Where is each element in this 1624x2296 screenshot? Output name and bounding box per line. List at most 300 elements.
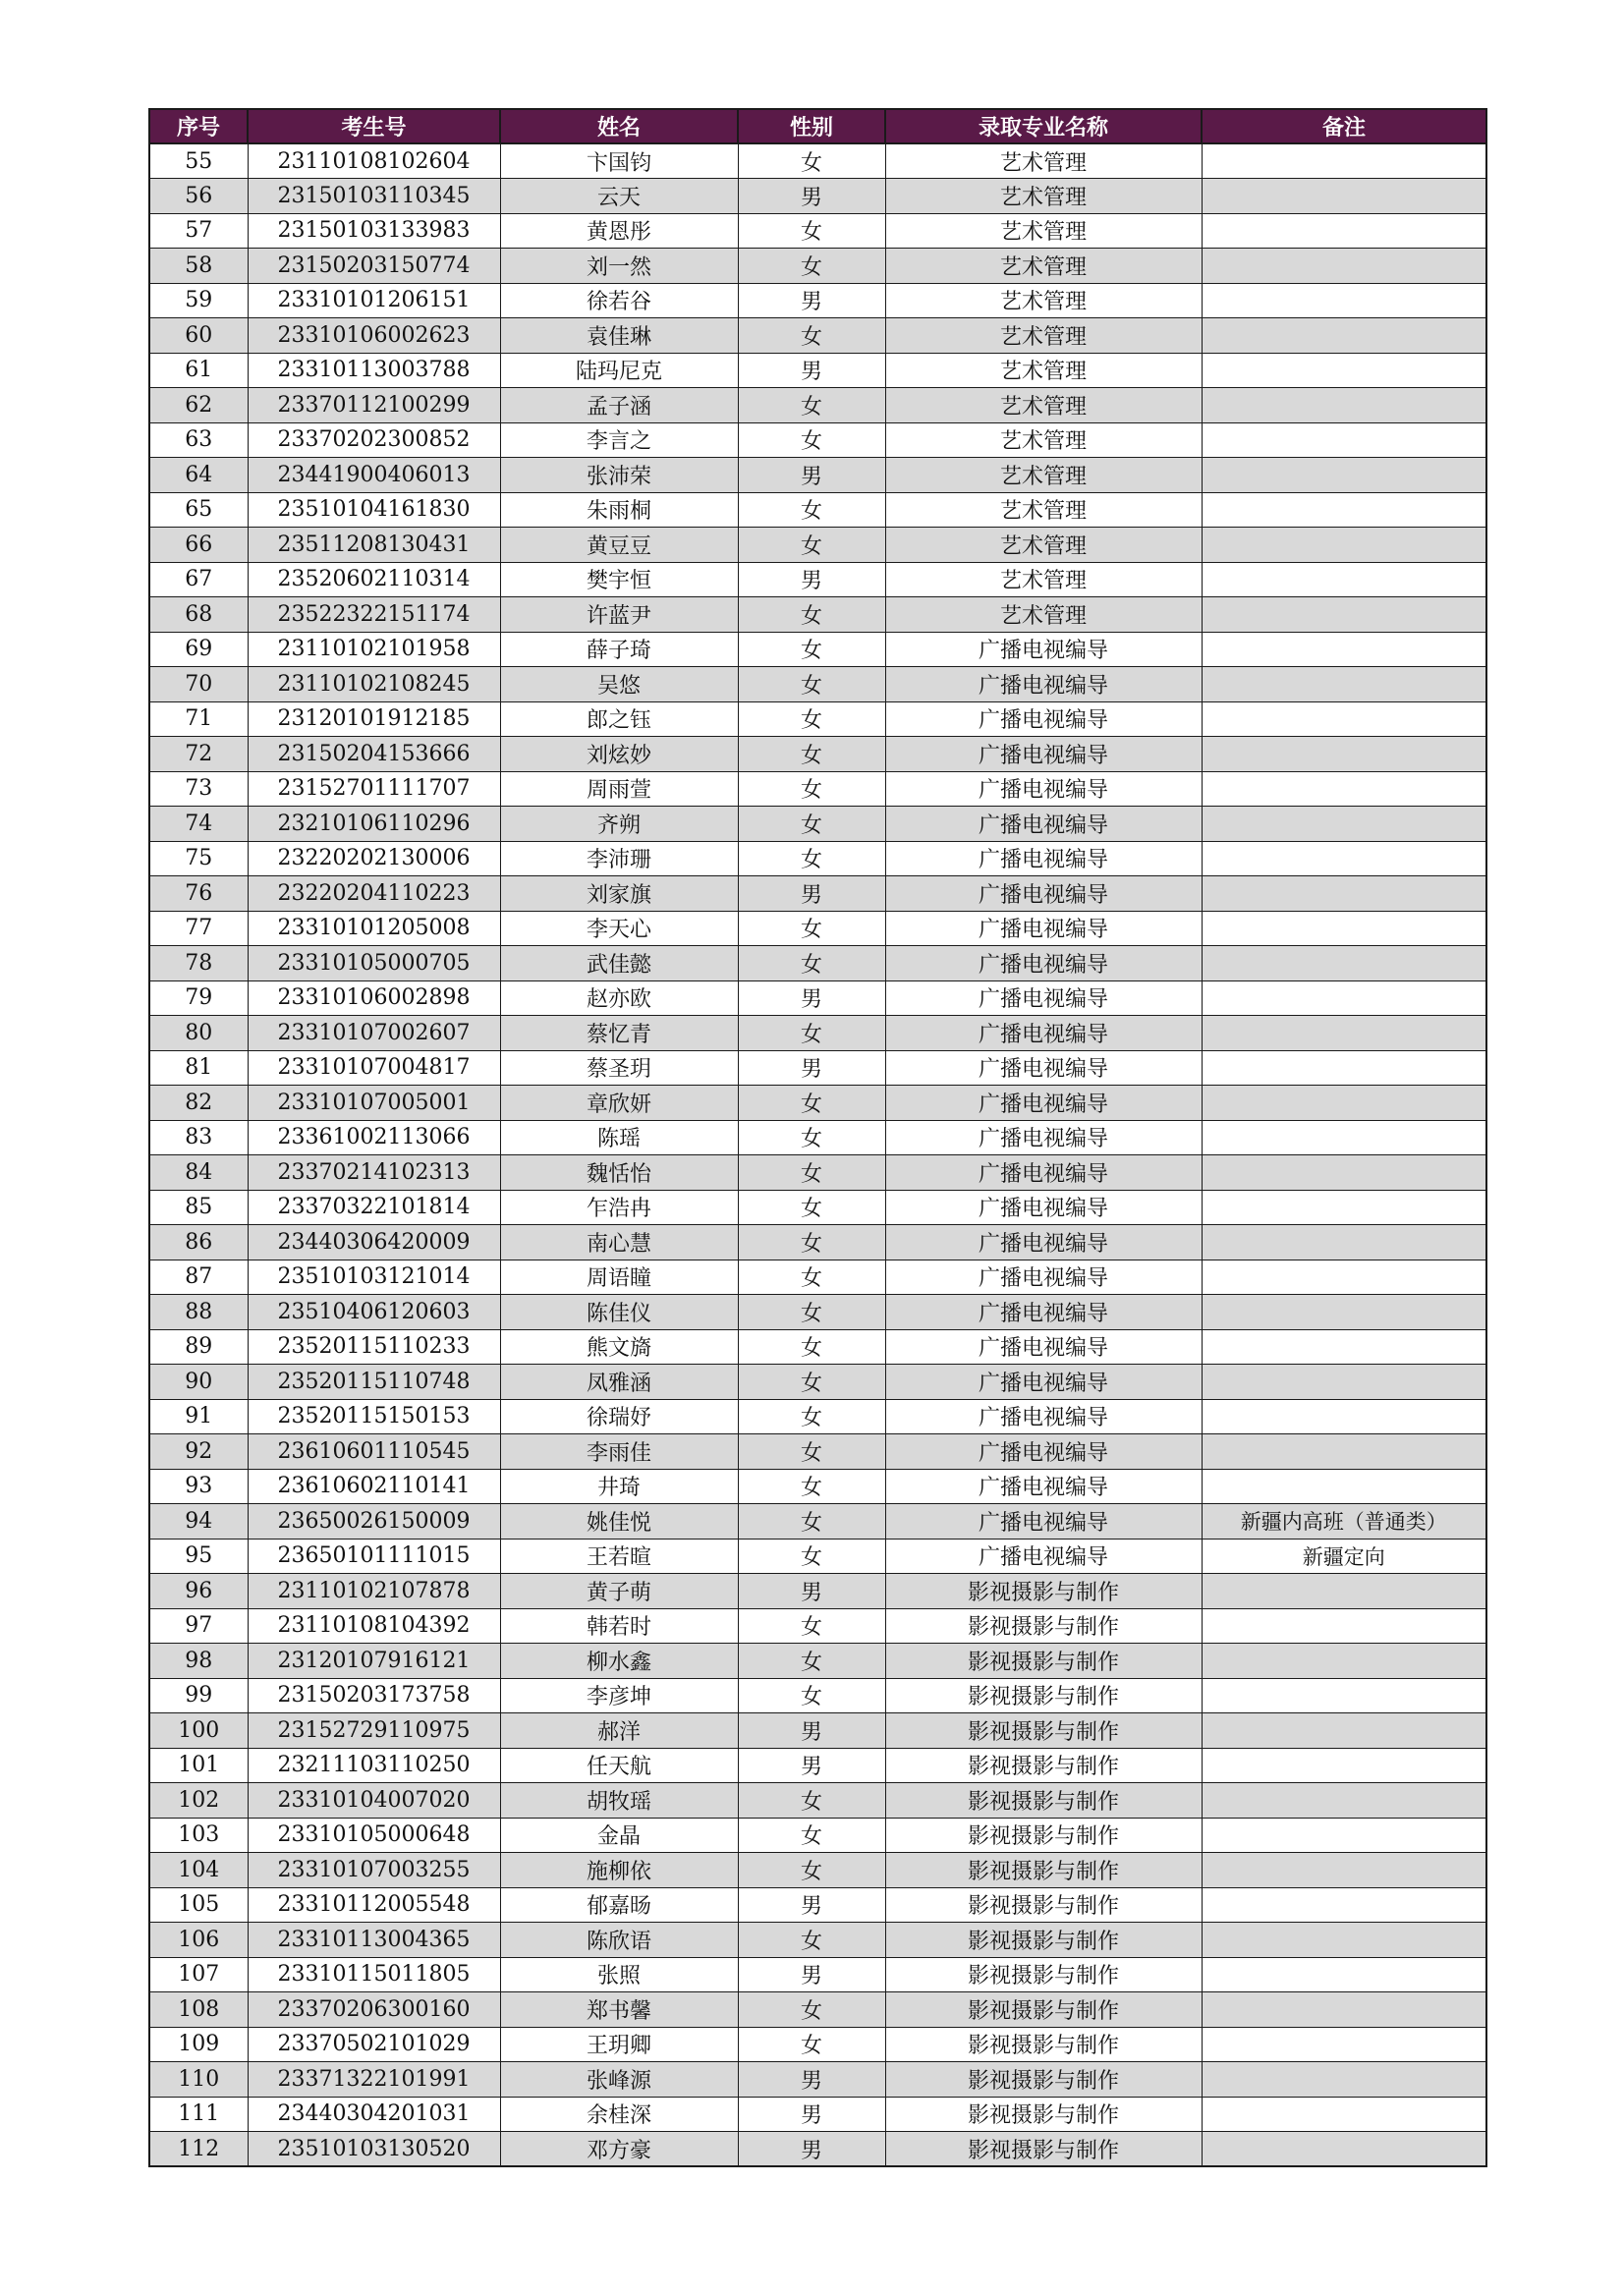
cell-remarks [1202,1992,1486,2028]
cell-seq: 57 [149,213,248,249]
cell-seq: 88 [149,1295,248,1330]
cell-seq: 93 [149,1469,248,1504]
cell-seq: 67 [149,562,248,597]
cell-exam-id: 23310107003255 [248,1853,500,1888]
table-row [149,458,1486,493]
cell-remarks [1202,179,1486,214]
cell-seq: 71 [149,701,248,737]
cell-remarks [1202,1678,1486,1713]
table-row [149,283,1486,318]
cell-seq: 99 [149,1678,248,1713]
cell-gender: 女 [738,388,885,423]
cell-exam-id: 23510103130520 [248,2132,500,2167]
cell-remarks [1202,353,1486,388]
cell-seq: 107 [149,1957,248,1992]
table-row [149,353,1486,388]
cell-name: 武佳懿 [500,946,738,981]
cell-gender: 女 [738,1295,885,1330]
header-gender: 性别 [738,109,885,143]
cell-major: 影视摄影与制作 [885,2097,1202,2132]
cell-gender: 女 [738,1120,885,1155]
table-row [149,876,1486,912]
cell-seq: 100 [149,1713,248,1749]
cell-exam-id: 23610601110545 [248,1434,500,1470]
cell-exam-id: 23110108104392 [248,1608,500,1644]
cell-seq: 94 [149,1504,248,1540]
table-row [149,1783,1486,1819]
cell-name: 任天航 [500,1748,738,1783]
cell-name: 韩若时 [500,1608,738,1644]
table-row [149,911,1486,946]
table-row [149,1539,1486,1574]
cell-name: 齐朔 [500,807,738,842]
cell-gender: 男 [738,1574,885,1609]
cell-seq: 92 [149,1434,248,1470]
cell-remarks [1202,528,1486,563]
table-row [149,1469,1486,1504]
cell-remarks [1202,1783,1486,1819]
cell-seq: 84 [149,1155,248,1191]
header-name: 姓名 [500,109,738,143]
cell-remarks [1202,980,1486,1016]
cell-exam-id: 23510104161830 [248,492,500,528]
cell-major: 艺术管理 [885,318,1202,354]
cell-gender: 女 [738,1190,885,1225]
cell-gender: 女 [738,528,885,563]
cell-major: 广播电视编导 [885,1120,1202,1155]
cell-major: 艺术管理 [885,422,1202,458]
cell-gender: 男 [738,1713,885,1749]
cell-major: 广播电视编导 [885,737,1202,772]
cell-gender: 男 [738,2062,885,2098]
cell-exam-id: 23150203150774 [248,249,500,284]
cell-name: 周语瞳 [500,1260,738,1295]
cell-major: 艺术管理 [885,213,1202,249]
cell-name: 陈瑶 [500,1120,738,1155]
cell-seq: 69 [149,632,248,667]
cell-name: 凤雅涵 [500,1365,738,1400]
cell-remarks [1202,1818,1486,1853]
cell-seq: 109 [149,2027,248,2062]
cell-name: 乍浩冉 [500,1190,738,1225]
cell-name: 孟子涵 [500,388,738,423]
cell-major: 影视摄影与制作 [885,1713,1202,1749]
cell-exam-id: 23520115110233 [248,1329,500,1365]
table-row [149,1678,1486,1713]
cell-seq: 78 [149,946,248,981]
cell-remarks [1202,876,1486,912]
cell-name: 陈佳仪 [500,1295,738,1330]
cell-gender: 男 [738,1748,885,1783]
cell-exam-id: 23511208130431 [248,528,500,563]
cell-gender: 女 [738,1818,885,1853]
cell-name: 郝洋 [500,1713,738,1749]
table-row [149,632,1486,667]
cell-name: 郑书馨 [500,1992,738,2028]
cell-name: 周雨萱 [500,771,738,807]
cell-gender: 女 [738,213,885,249]
cell-remarks [1202,249,1486,284]
cell-seq: 65 [149,492,248,528]
cell-gender: 女 [738,841,885,876]
cell-major: 艺术管理 [885,492,1202,528]
cell-name: 蔡圣玥 [500,1050,738,1086]
cell-exam-id: 23310105000705 [248,946,500,981]
cell-major: 广播电视编导 [885,946,1202,981]
cell-exam-id: 23150203173758 [248,1678,500,1713]
cell-seq: 108 [149,1992,248,2028]
cell-remarks [1202,1748,1486,1783]
cell-gender: 女 [738,807,885,842]
cell-major: 广播电视编导 [885,876,1202,912]
cell-gender: 女 [738,1155,885,1191]
admission-table [148,108,1487,2167]
cell-major: 广播电视编导 [885,1190,1202,1225]
cell-exam-id: 23120101912185 [248,701,500,737]
table-row [149,2097,1486,2132]
table-row [149,388,1486,423]
cell-name: 刘炫妙 [500,737,738,772]
cell-exam-id: 23310112005548 [248,1887,500,1923]
cell-name: 徐若谷 [500,283,738,318]
table-row [149,1992,1486,2028]
cell-name: 刘家旗 [500,876,738,912]
cell-seq: 55 [149,143,248,179]
table-row [149,771,1486,807]
cell-exam-id: 23522322151174 [248,597,500,633]
cell-remarks [1202,1016,1486,1051]
cell-exam-id: 23370214102313 [248,1155,500,1191]
cell-major: 影视摄影与制作 [885,1748,1202,1783]
cell-exam-id: 23310105000648 [248,1818,500,1853]
cell-remarks [1202,841,1486,876]
cell-gender: 女 [738,1399,885,1434]
cell-name: 王玥卿 [500,2027,738,2062]
cell-major: 广播电视编导 [885,771,1202,807]
cell-exam-id: 23150204153666 [248,737,500,772]
cell-remarks [1202,1120,1486,1155]
cell-remarks [1202,1574,1486,1609]
cell-remarks [1202,283,1486,318]
cell-name: 章欣妍 [500,1086,738,1121]
cell-seq: 75 [149,841,248,876]
cell-exam-id: 23650026150009 [248,1504,500,1540]
cell-seq: 81 [149,1050,248,1086]
cell-remarks [1202,1225,1486,1260]
cell-exam-id: 23110108102604 [248,143,500,179]
cell-remarks [1202,701,1486,737]
table-row [149,1434,1486,1470]
cell-remarks [1202,1295,1486,1330]
cell-name: 熊文旖 [500,1329,738,1365]
cell-name: 王若暄 [500,1539,738,1574]
cell-remarks [1202,213,1486,249]
cell-exam-id: 23310106002898 [248,980,500,1016]
cell-name: 姚佳悦 [500,1504,738,1540]
cell-gender: 男 [738,562,885,597]
table-row [149,179,1486,214]
cell-name: 柳水鑫 [500,1644,738,1679]
cell-exam-id: 23152729110975 [248,1713,500,1749]
cell-seq: 59 [149,283,248,318]
cell-major: 影视摄影与制作 [885,1574,1202,1609]
cell-name: 施柳依 [500,1853,738,1888]
cell-major: 影视摄影与制作 [885,1678,1202,1713]
cell-remarks [1202,1644,1486,1679]
cell-remarks [1202,562,1486,597]
cell-remarks [1202,1434,1486,1470]
table-row [149,2062,1486,2098]
table-row [149,597,1486,633]
header-remarks: 备注 [1202,109,1486,143]
cell-exam-id: 23310113004365 [248,1923,500,1958]
cell-gender: 女 [738,2027,885,2062]
cell-major: 影视摄影与制作 [885,1853,1202,1888]
cell-seq: 60 [149,318,248,354]
cell-gender: 男 [738,458,885,493]
cell-name: 郎之钰 [500,701,738,737]
cell-exam-id: 23520115110748 [248,1365,500,1400]
cell-major: 广播电视编导 [885,1086,1202,1121]
cell-exam-id: 23370322101814 [248,1190,500,1225]
cell-major: 艺术管理 [885,353,1202,388]
cell-remarks [1202,1365,1486,1400]
cell-exam-id: 23440304201031 [248,2097,500,2132]
cell-exam-id: 23220202130006 [248,841,500,876]
cell-name: 陆玛尼克 [500,353,738,388]
table-row [149,1887,1486,1923]
cell-gender: 女 [738,1923,885,1958]
table-row [149,1329,1486,1365]
cell-major: 艺术管理 [885,283,1202,318]
cell-exam-id: 23310101206151 [248,283,500,318]
table-row [149,213,1486,249]
cell-gender: 女 [738,1260,885,1295]
cell-name: 张照 [500,1957,738,1992]
cell-exam-id: 23220204110223 [248,876,500,912]
cell-name: 吴悠 [500,667,738,702]
cell-major: 艺术管理 [885,249,1202,284]
cell-gender: 女 [738,667,885,702]
cell-remarks [1202,1923,1486,1958]
cell-exam-id: 23370202300852 [248,422,500,458]
table-row [149,143,1486,179]
cell-gender: 女 [738,318,885,354]
cell-remarks [1202,1469,1486,1504]
table-row [149,1644,1486,1679]
cell-exam-id: 23310104007020 [248,1783,500,1819]
cell-name: 刘一然 [500,249,738,284]
table-row [149,980,1486,1016]
cell-gender: 女 [738,1678,885,1713]
cell-major: 艺术管理 [885,179,1202,214]
cell-name: 许蓝尹 [500,597,738,633]
cell-exam-id: 23210106110296 [248,807,500,842]
table-row [149,1608,1486,1644]
cell-seq: 79 [149,980,248,1016]
header-major: 录取专业名称 [885,109,1202,143]
table-row [149,1050,1486,1086]
cell-major: 影视摄影与制作 [885,1644,1202,1679]
table-row [149,1923,1486,1958]
cell-remarks [1202,1957,1486,1992]
table-row [149,1713,1486,1749]
cell-gender: 女 [738,1644,885,1679]
cell-gender: 男 [738,1957,885,1992]
table-row [149,1225,1486,1260]
cell-exam-id: 23371322101991 [248,2062,500,2098]
cell-name: 郁嘉旸 [500,1887,738,1923]
cell-remarks [1202,1399,1486,1434]
cell-gender: 男 [738,876,885,912]
cell-gender: 男 [738,1050,885,1086]
cell-exam-id: 23510406120603 [248,1295,500,1330]
cell-exam-id: 23650101111015 [248,1539,500,1574]
table-row [149,562,1486,597]
table-row [149,2027,1486,2062]
cell-major: 广播电视编导 [885,701,1202,737]
cell-seq: 68 [149,597,248,633]
cell-seq: 101 [149,1748,248,1783]
cell-name: 黄恩彤 [500,213,738,249]
cell-seq: 87 [149,1260,248,1295]
cell-exam-id: 23110102108245 [248,667,500,702]
cell-name: 李天心 [500,911,738,946]
cell-remarks [1202,2132,1486,2167]
cell-name: 李彦坤 [500,1678,738,1713]
cell-gender: 女 [738,1504,885,1540]
table-row [149,1295,1486,1330]
cell-seq: 80 [149,1016,248,1051]
cell-gender: 女 [738,1016,885,1051]
table-row [149,1260,1486,1295]
cell-exam-id: 23520602110314 [248,562,500,597]
cell-seq: 91 [149,1399,248,1434]
cell-gender: 女 [738,492,885,528]
cell-seq: 103 [149,1818,248,1853]
cell-major: 广播电视编导 [885,1225,1202,1260]
cell-major: 广播电视编导 [885,1504,1202,1540]
cell-seq: 82 [149,1086,248,1121]
cell-exam-id: 23370206300160 [248,1992,500,2028]
cell-seq: 74 [149,807,248,842]
cell-gender: 女 [738,701,885,737]
cell-major: 广播电视编导 [885,980,1202,1016]
cell-name: 蔡忆青 [500,1016,738,1051]
table-row [149,1957,1486,1992]
cell-seq: 104 [149,1853,248,1888]
cell-remarks [1202,1329,1486,1365]
cell-seq: 64 [149,458,248,493]
table-row [149,807,1486,842]
cell-major: 影视摄影与制作 [885,1608,1202,1644]
cell-remarks [1202,1050,1486,1086]
cell-remarks [1202,1608,1486,1644]
cell-exam-id: 23211103110250 [248,1748,500,1783]
cell-seq: 106 [149,1923,248,1958]
cell-remarks [1202,458,1486,493]
cell-exam-id: 23310106002623 [248,318,500,354]
cell-gender: 女 [738,422,885,458]
table-row [149,1818,1486,1853]
cell-major: 广播电视编导 [885,1260,1202,1295]
cell-name: 李沛珊 [500,841,738,876]
table-row [149,1086,1486,1121]
cell-remarks [1202,143,1486,179]
table-row [149,492,1486,528]
cell-major: 广播电视编导 [885,911,1202,946]
cell-exam-id: 23110102101958 [248,632,500,667]
cell-major: 影视摄影与制作 [885,1957,1202,1992]
cell-major: 影视摄影与制作 [885,1992,1202,2028]
cell-gender: 女 [738,143,885,179]
cell-major: 广播电视编导 [885,1016,1202,1051]
cell-exam-id: 23310107002607 [248,1016,500,1051]
table-row [149,1016,1486,1051]
cell-exam-id: 23440306420009 [248,1225,500,1260]
cell-gender: 男 [738,2132,885,2167]
cell-remarks [1202,807,1486,842]
table-row [149,249,1486,284]
cell-seq: 112 [149,2132,248,2167]
cell-name: 余桂深 [500,2097,738,2132]
cell-name: 朱雨桐 [500,492,738,528]
cell-seq: 61 [149,353,248,388]
cell-name: 赵亦欧 [500,980,738,1016]
cell-major: 艺术管理 [885,458,1202,493]
cell-remarks [1202,492,1486,528]
cell-gender: 女 [738,771,885,807]
table-row [149,946,1486,981]
table-row [149,1504,1486,1540]
cell-remarks [1202,737,1486,772]
cell-major: 艺术管理 [885,388,1202,423]
cell-major: 广播电视编导 [885,1539,1202,1574]
table-row [149,1574,1486,1609]
table-row [149,737,1486,772]
cell-major: 广播电视编导 [885,1155,1202,1191]
cell-remarks [1202,2097,1486,2132]
cell-name: 张沛荣 [500,458,738,493]
cell-major: 影视摄影与制作 [885,2062,1202,2098]
cell-remarks [1202,1260,1486,1295]
cell-major: 广播电视编导 [885,841,1202,876]
cell-remarks [1202,1887,1486,1923]
cell-remarks: 新疆定向 [1202,1539,1486,1574]
cell-gender: 女 [738,946,885,981]
table-row [149,1155,1486,1191]
cell-remarks [1202,318,1486,354]
cell-gender: 女 [738,249,885,284]
cell-major: 影视摄影与制作 [885,2132,1202,2167]
cell-major: 广播电视编导 [885,1050,1202,1086]
cell-exam-id: 23520115150153 [248,1399,500,1434]
cell-seq: 85 [149,1190,248,1225]
table-header [149,109,1486,143]
cell-name: 南心慧 [500,1225,738,1260]
cell-name: 井琦 [500,1469,738,1504]
table-row [149,2132,1486,2167]
cell-major: 广播电视编导 [885,807,1202,842]
cell-major: 艺术管理 [885,597,1202,633]
cell-exam-id: 23152701111707 [248,771,500,807]
cell-major: 广播电视编导 [885,1365,1202,1400]
cell-exam-id: 23310107005001 [248,1086,500,1121]
cell-gender: 女 [738,911,885,946]
cell-seq: 72 [149,737,248,772]
cell-name: 李言之 [500,422,738,458]
cell-seq: 70 [149,667,248,702]
